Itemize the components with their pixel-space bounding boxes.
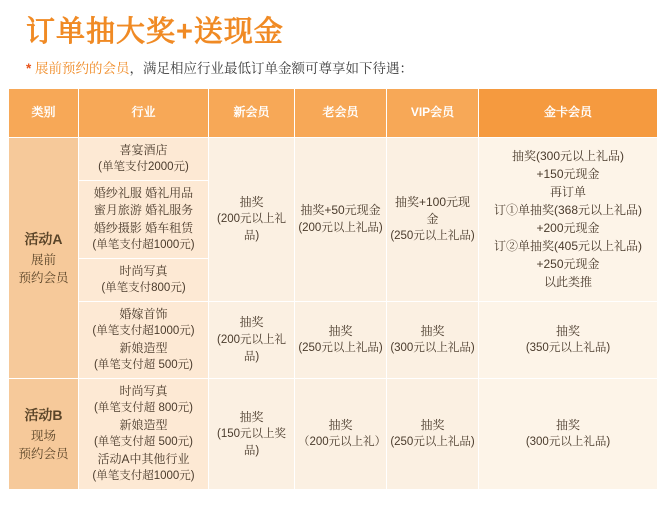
category-cell-activity-a: 活动A 展前 预约会员 [9, 137, 79, 378]
value-cell-a2-vip: 抽奖 (300元以上礼品) [387, 301, 479, 378]
table-row [9, 301, 658, 378]
value-cell-a1-gold: 抽奖(300元以上礼品) +150元现金 再订单 订①单抽奖(368元以上礼品) +200元现金 订②单抽奖(405元以上礼品) +250元现金 以此类推 [479, 137, 658, 301]
industry-cell-jewelry-bridal-styling: 婚嫁首饰 (单笔支付超1000元) 新娘造型 (单笔支付超 500元) [79, 301, 209, 378]
page-subtitle [8, 56, 657, 88]
column-header-gold-member: 金卡会员 [479, 88, 658, 137]
value-cell-a1-new: 抽奖 (200元以上礼品) [209, 137, 295, 301]
industry-cell-wedding-services: 婚纱礼服 婚礼用品 蜜月旅游 婚礼服务 婚纱摄影 婚车租赁 (单笔支付超1000元) [79, 180, 209, 258]
table-row [9, 378, 658, 489]
column-header-old-member: 老会员 [295, 88, 387, 137]
subtitle-lead: 展前预约的会员 [31, 61, 130, 77]
industry-cell-activity-b: 时尚写真 (单笔支付超 800元) 新娘造型 (单笔支付超 500元) 活动A中其他行业 (单笔支付超1000元) [79, 378, 209, 489]
subtitle-rest: ，满足相应行业最低订单金额可尊享如下待遇： [129, 61, 414, 77]
value-cell-a2-gold: 抽奖 (350元以上礼品) [479, 301, 658, 378]
column-header-category: 类别 [9, 88, 79, 137]
benefits-table [8, 88, 658, 490]
column-header-industry: 行业 [79, 88, 209, 137]
value-cell-b-vip: 抽奖 (250元以上礼品) [387, 378, 479, 489]
industry-cell-banquet-hotel: 喜宴酒店 (单笔支付2000元) [79, 137, 209, 180]
table-header-row [9, 88, 658, 137]
industry-cell-fashion-portrait: 时尚写真 (单笔支付800元) [79, 258, 209, 301]
column-header-new-member: 新会员 [209, 88, 295, 137]
value-cell-a2-new: 抽奖 (200元以上礼品) [209, 301, 295, 378]
value-cell-b-new: 抽奖 (150元以上奖品) [209, 378, 295, 489]
column-header-vip-member: VIP会员 [387, 88, 479, 137]
subtitle-star: * [26, 61, 32, 77]
value-cell-b-gold: 抽奖 (300元以上礼品) [479, 378, 658, 489]
value-cell-b-old: 抽奖 （200元以上礼） [295, 378, 387, 489]
value-cell-a1-old: 抽奖+50元现金 (200元以上礼品) [295, 137, 387, 301]
category-cell-activity-b: 活动B 现场 预约会员 [9, 378, 79, 489]
table-row [9, 137, 658, 180]
page-title: 订单抽大奖+送现金 [26, 16, 284, 48]
value-cell-a2-old: 抽奖 (250元以上礼品) [295, 301, 387, 378]
value-cell-a1-vip: 抽奖+100元现金 (250元以上礼品) [387, 137, 479, 301]
